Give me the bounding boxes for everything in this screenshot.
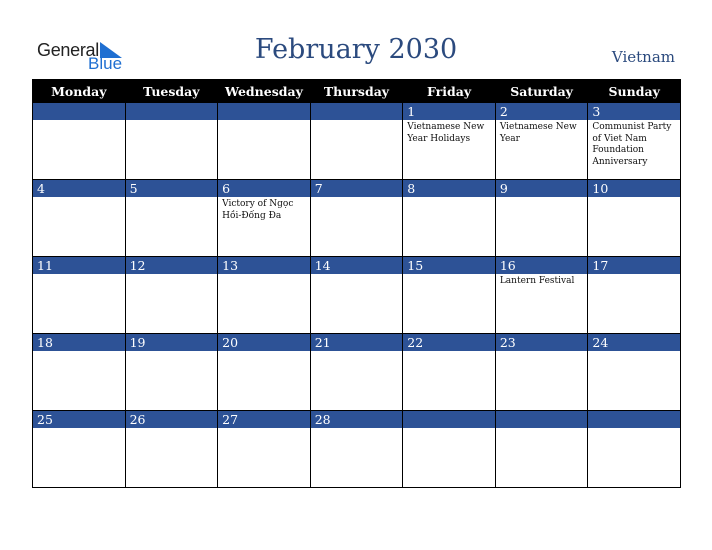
day-cell xyxy=(588,103,681,180)
weekday-header: Wednesday xyxy=(218,80,311,103)
week-row xyxy=(33,103,681,180)
weekday-header: Saturday xyxy=(495,80,588,103)
day-cell xyxy=(588,411,681,488)
day-number: 5 xyxy=(126,180,218,197)
logo-text-general: General xyxy=(37,40,99,60)
day-number xyxy=(496,411,588,428)
holiday-event: Communist Party of Viet Nam Foundation Anniversary xyxy=(592,122,672,167)
day-number: 8 xyxy=(403,180,495,197)
day-number xyxy=(311,103,403,120)
day-number: 16 xyxy=(496,257,588,274)
week-row xyxy=(33,180,681,257)
day-cell xyxy=(310,334,403,411)
day-cell xyxy=(403,103,496,180)
day-cell xyxy=(125,103,218,180)
day-number: 23 xyxy=(496,334,588,351)
day-number: 20 xyxy=(218,334,310,351)
day-number: 7 xyxy=(311,180,403,197)
day-number: 22 xyxy=(403,334,495,351)
weekday-header: Monday xyxy=(33,80,126,103)
day-cell xyxy=(310,411,403,488)
day-number xyxy=(218,103,310,120)
holiday-event: Vietnamese New Year xyxy=(499,122,577,144)
day-cell xyxy=(218,334,311,411)
week-row xyxy=(33,334,681,411)
day-cell xyxy=(218,257,311,334)
day-cell xyxy=(588,334,681,411)
day-cell xyxy=(218,103,311,180)
weekday-header-row xyxy=(33,80,681,103)
day-number: 21 xyxy=(311,334,403,351)
country-label: Vietnam xyxy=(611,48,675,66)
holiday-event: Lantern Festival xyxy=(499,276,575,286)
day-cell xyxy=(125,257,218,334)
week-row xyxy=(33,411,681,488)
day-cell xyxy=(310,257,403,334)
day-number: 10 xyxy=(588,180,680,197)
day-cell xyxy=(33,411,126,488)
day-number: 17 xyxy=(588,257,680,274)
day-cell xyxy=(310,180,403,257)
day-cell xyxy=(403,334,496,411)
day-cell xyxy=(125,180,218,257)
logo-text-blue: Blue xyxy=(88,54,123,73)
day-cell xyxy=(33,257,126,334)
day-cell xyxy=(403,180,496,257)
day-number: 25 xyxy=(33,411,125,428)
day-number: 27 xyxy=(218,411,310,428)
day-number xyxy=(403,411,495,428)
day-number: 2 xyxy=(496,103,588,120)
day-cell xyxy=(495,180,588,257)
weekday-header: Friday xyxy=(403,80,496,103)
day-number: 12 xyxy=(126,257,218,274)
day-cell xyxy=(495,411,588,488)
day-number: 28 xyxy=(311,411,403,428)
day-number: 13 xyxy=(218,257,310,274)
day-number: 18 xyxy=(33,334,125,351)
day-number: 4 xyxy=(33,180,125,197)
day-cell xyxy=(33,180,126,257)
day-number: 26 xyxy=(126,411,218,428)
day-cell xyxy=(125,334,218,411)
holiday-event: Victory of Ngọc Hồi-Đống Đa xyxy=(222,199,294,221)
day-cell xyxy=(310,103,403,180)
weekday-header: Tuesday xyxy=(125,80,218,103)
day-number: 14 xyxy=(311,257,403,274)
holiday-event: Vietnamese New Year Holidays xyxy=(407,122,485,144)
day-cell xyxy=(588,180,681,257)
day-cell xyxy=(125,411,218,488)
day-cell xyxy=(33,334,126,411)
day-cell xyxy=(218,411,311,488)
day-cell xyxy=(495,334,588,411)
day-cell xyxy=(495,103,588,180)
day-cell xyxy=(33,103,126,180)
day-cell xyxy=(495,257,588,334)
week-row xyxy=(33,257,681,334)
weekday-header: Sunday xyxy=(588,80,681,103)
page-title: February 2030 xyxy=(254,34,458,65)
day-number: 19 xyxy=(126,334,218,351)
weekday-header: Thursday xyxy=(310,80,403,103)
day-cell xyxy=(218,180,311,257)
day-cell xyxy=(588,257,681,334)
day-number: 24 xyxy=(588,334,680,351)
month-calendar xyxy=(32,79,681,488)
day-cell xyxy=(403,411,496,488)
day-number xyxy=(33,103,125,120)
day-number: 6 xyxy=(218,180,310,197)
day-number: 3 xyxy=(588,103,680,120)
day-cell xyxy=(403,257,496,334)
day-number xyxy=(126,103,218,120)
day-number: 9 xyxy=(496,180,588,197)
day-number: 15 xyxy=(403,257,495,274)
day-number: 1 xyxy=(403,103,495,120)
day-number: 11 xyxy=(33,257,125,274)
day-number xyxy=(588,411,680,428)
